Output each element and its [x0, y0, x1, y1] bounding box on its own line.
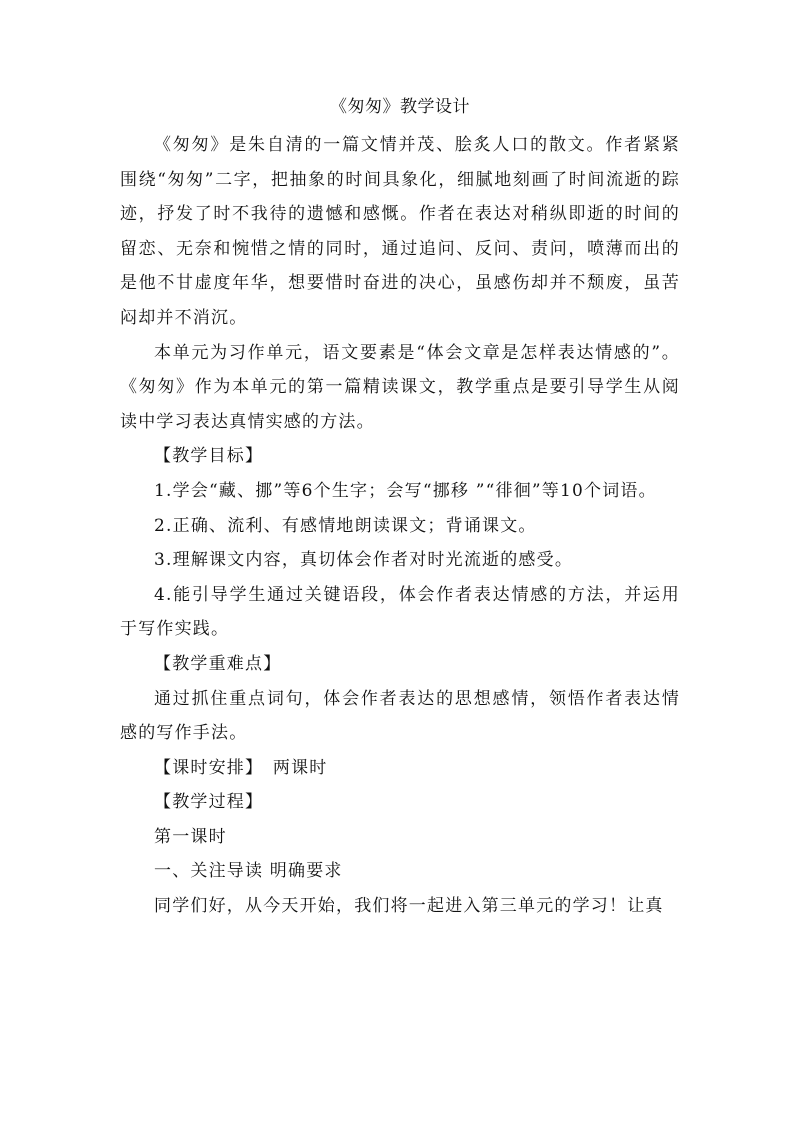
- paragraph-intro: 《匆匆》是朱自清的一篇文情并茂、脍炙人口的散文。作者紧紧围绕“匆匆”二字，把抽象的时间具象化，细腻地刻画了时间流逝的踪迹，抒发了时不我待的遗憾和感慨。作者在表达对稍纵即逝的时间的留恋、无奈和惋惜之情的同时，通过追问、反问、责问，喷薄而出的是他不甘虚度年华，想要惜时奋进的决心，虽感伤却并不颓废，虽苦闷却并不消沉。: [120, 135, 680, 328]
- subheading-step-one: 一、关注导读 明确要求: [154, 861, 343, 882]
- heading-key-difficulties: 【教学重难点】: [154, 653, 282, 674]
- paragraph-step-one: 同学们好，从今天开始，我们将一起进入第三单元的学习！让真: [154, 896, 664, 917]
- goal-item-4: 4.能引导学生通过关键语段，体会作者表达情感的方法，并运用于写作实践。: [120, 584, 680, 640]
- document-body: [120, 96, 680, 924]
- paragraph-key-difficulties: 通过抓住重点词句，体会作者表达的思想感情，领悟作者表达情感的写作手法。: [120, 688, 680, 744]
- subheading-first-lesson: 第一课时: [154, 826, 227, 847]
- heading-schedule: 【课时安排】 两课时: [154, 757, 328, 778]
- goal-item-3: 3.理解课文内容，真切体会作者对时光流逝的感受。: [154, 550, 574, 571]
- paragraph-unit-overview: 本单元为习作单元，语文要素是“体会文章是怎样表达情感的”。《匆匆》作为本单元的第一篇精读课文，教学重点是要引导学生从阅读中学习表达真情实感的方法。: [120, 342, 680, 432]
- heading-teaching-process: 【教学过程】: [154, 792, 264, 813]
- goal-item-1: 1.学会“藏、挪”等6个生字；会写“挪移 ”“徘徊”等10个词语。: [154, 480, 657, 501]
- document-title: 《匆匆》教学设计: [330, 97, 470, 117]
- goal-item-2: 2.正确、流利、有感情地朗读课文；背诵课文。: [154, 515, 537, 536]
- heading-teaching-goals: 【教学目标】: [154, 446, 264, 467]
